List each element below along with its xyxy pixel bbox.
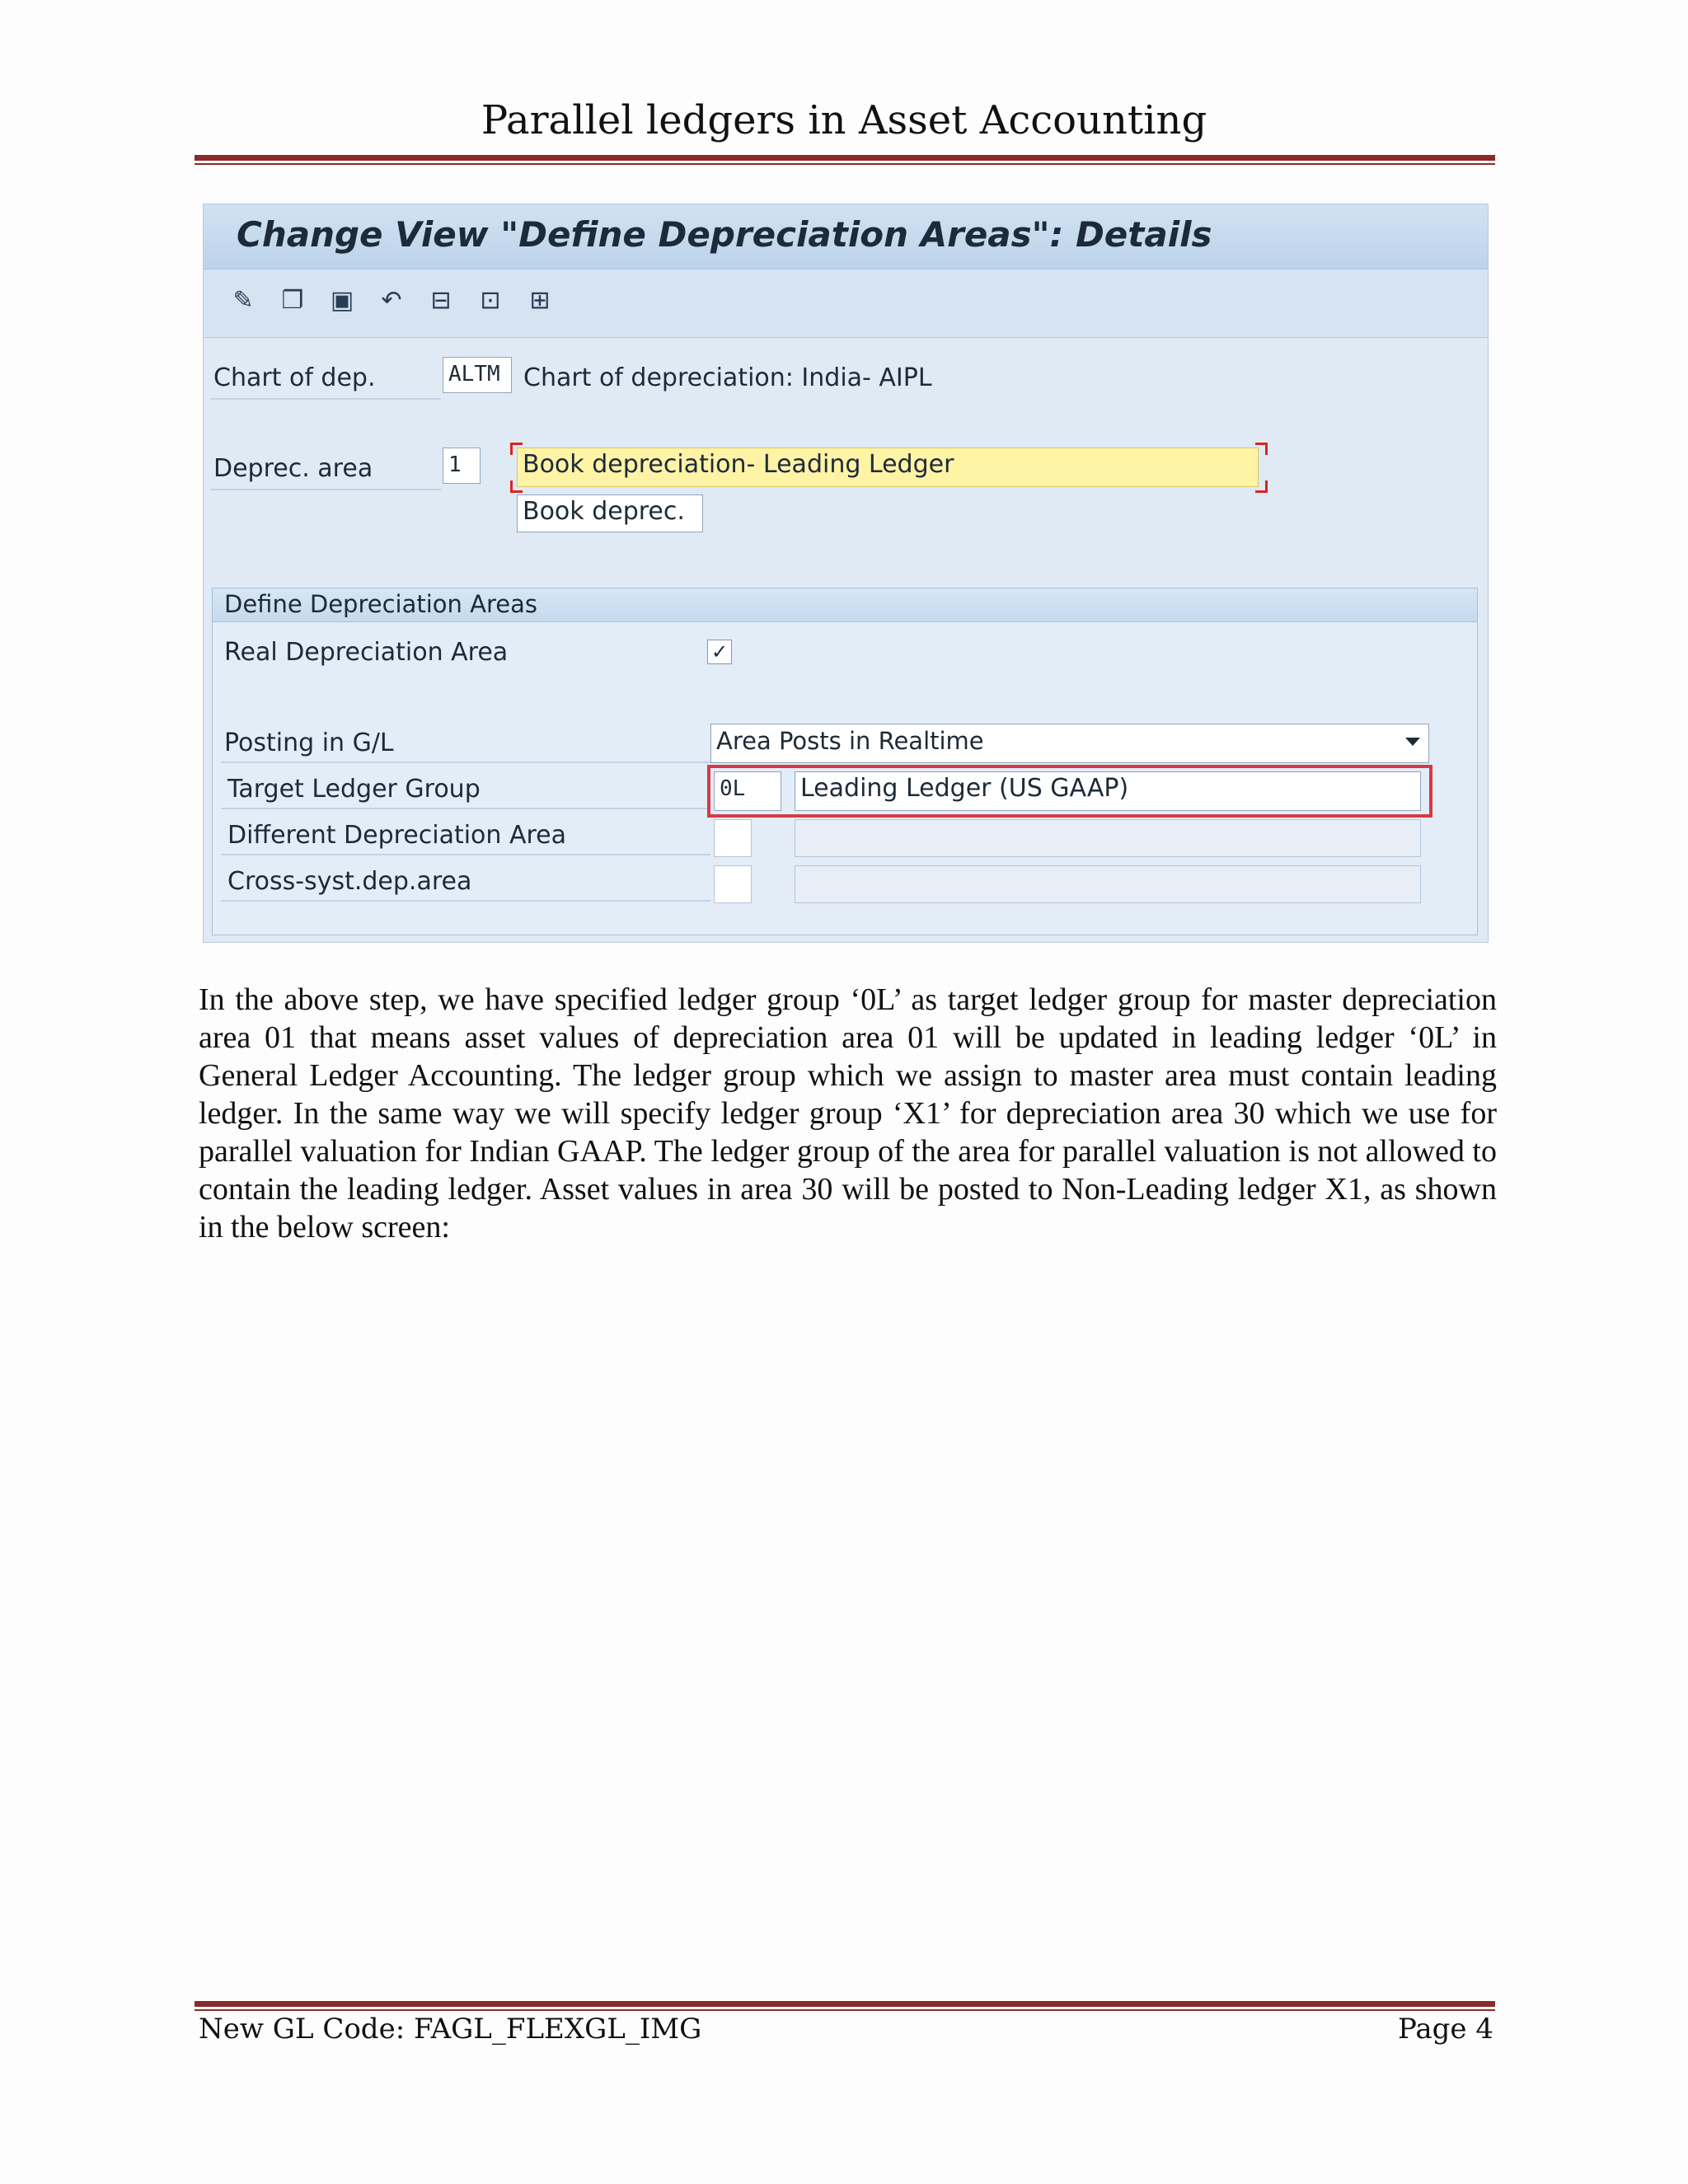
real-area-label: Real Depreciation Area [224, 638, 509, 667]
target-ledger-label: Target Ledger Group [227, 775, 481, 804]
different-area-label: Different Depreciation Area [227, 821, 566, 850]
save-icon[interactable]: ▣ [330, 286, 354, 315]
posting-gl-dropdown[interactable] [710, 724, 1429, 763]
focus-corner [510, 480, 523, 493]
deprec-area-name-field[interactable]: Book depreciation- Leading Ledger [517, 448, 1259, 487]
edit-glasses-icon[interactable]: ✎ [232, 286, 254, 315]
footer-rule [195, 2001, 1495, 2007]
next-entry-icon[interactable]: ⊞ [529, 286, 551, 315]
label-underline [210, 489, 441, 490]
sap-screen-title: Change View "Define Depreciation Areas": Details [237, 214, 1212, 255]
footer-code: New GL Code: FAGL_FLEXGL_IMG [199, 2013, 702, 2046]
deprec-area-field[interactable]: 1 [443, 448, 481, 484]
body-paragraph: In the above step, we have specified ledger group ‘0L’ as target ledger group for master depreciation area 01 that means asset values of depreciation area 01 will be updated in leading ledger ‘0L’ in General Ledger Accounting. The ledger group which we assign to master area must contain leading ledger. In the same way we will specify ledger group ‘X1’ for depreciation area 30 which we use for parallel valuation for Indian GAAP. The ledger group of the area for parallel valuation is not allowed to contain the leading ledger. Asset values in area 30 will be posted to Non-Leading ledger X1, as shown in the below screen: [199, 982, 1497, 1244]
posting-gl-value: Area Posts in Realtime [716, 727, 984, 755]
header-rule-thin [195, 163, 1495, 165]
cross-system-area-description [795, 865, 1421, 903]
sap-screenshot [203, 204, 1489, 943]
chart-of-dep-label: Chart of dep. [213, 363, 376, 392]
previous-entry-icon[interactable]: ⊡ [480, 286, 501, 315]
different-area-description [795, 819, 1421, 857]
define-depreciation-areas-group [212, 588, 1478, 935]
target-ledger-description: Leading Ledger (US GAAP) [795, 771, 1421, 811]
checkmark-icon: ✓ [710, 640, 729, 663]
page-number: Page 4 [1398, 2013, 1493, 2046]
label-underline [221, 762, 710, 763]
deprec-area-label: Deprec. area [213, 454, 373, 483]
label-underline [210, 398, 441, 400]
deprec-area-short-field[interactable]: Book deprec. [517, 494, 703, 532]
chevron-down-icon[interactable] [1405, 738, 1420, 746]
target-ledger-field[interactable]: 0L [714, 771, 781, 811]
focus-corner [1255, 443, 1268, 455]
label-underline [221, 900, 710, 902]
cross-system-area-label: Cross-syst.dep.area [227, 867, 472, 896]
first-entry-icon[interactable]: ⊟ [430, 286, 452, 315]
focus-corner [510, 443, 523, 455]
highlight-box [707, 765, 1432, 818]
copy-icon[interactable]: ❐ [281, 286, 304, 315]
page-title: Parallel ledgers in Asset Accounting [481, 97, 1207, 143]
sap-title-bar [204, 204, 1488, 269]
chart-of-dep-field[interactable]: ALTM [443, 357, 512, 393]
header-rule [195, 155, 1495, 161]
sap-toolbar [204, 269, 1488, 338]
cross-system-area-field[interactable] [714, 865, 752, 903]
posting-gl-label: Posting in G/L [224, 729, 394, 757]
group-header [213, 588, 1477, 622]
label-underline [221, 808, 710, 809]
different-area-field[interactable] [714, 819, 752, 857]
real-area-checkbox[interactable] [707, 640, 732, 664]
chart-of-dep-description: Chart of depreciation: India- AIPL [523, 363, 932, 392]
group-title: Define Depreciation Areas [224, 590, 537, 618]
focus-corner [1255, 480, 1268, 493]
footer-rule-thin [195, 2009, 1495, 2011]
undo-icon[interactable]: ↶ [381, 286, 402, 315]
label-underline [221, 854, 710, 855]
